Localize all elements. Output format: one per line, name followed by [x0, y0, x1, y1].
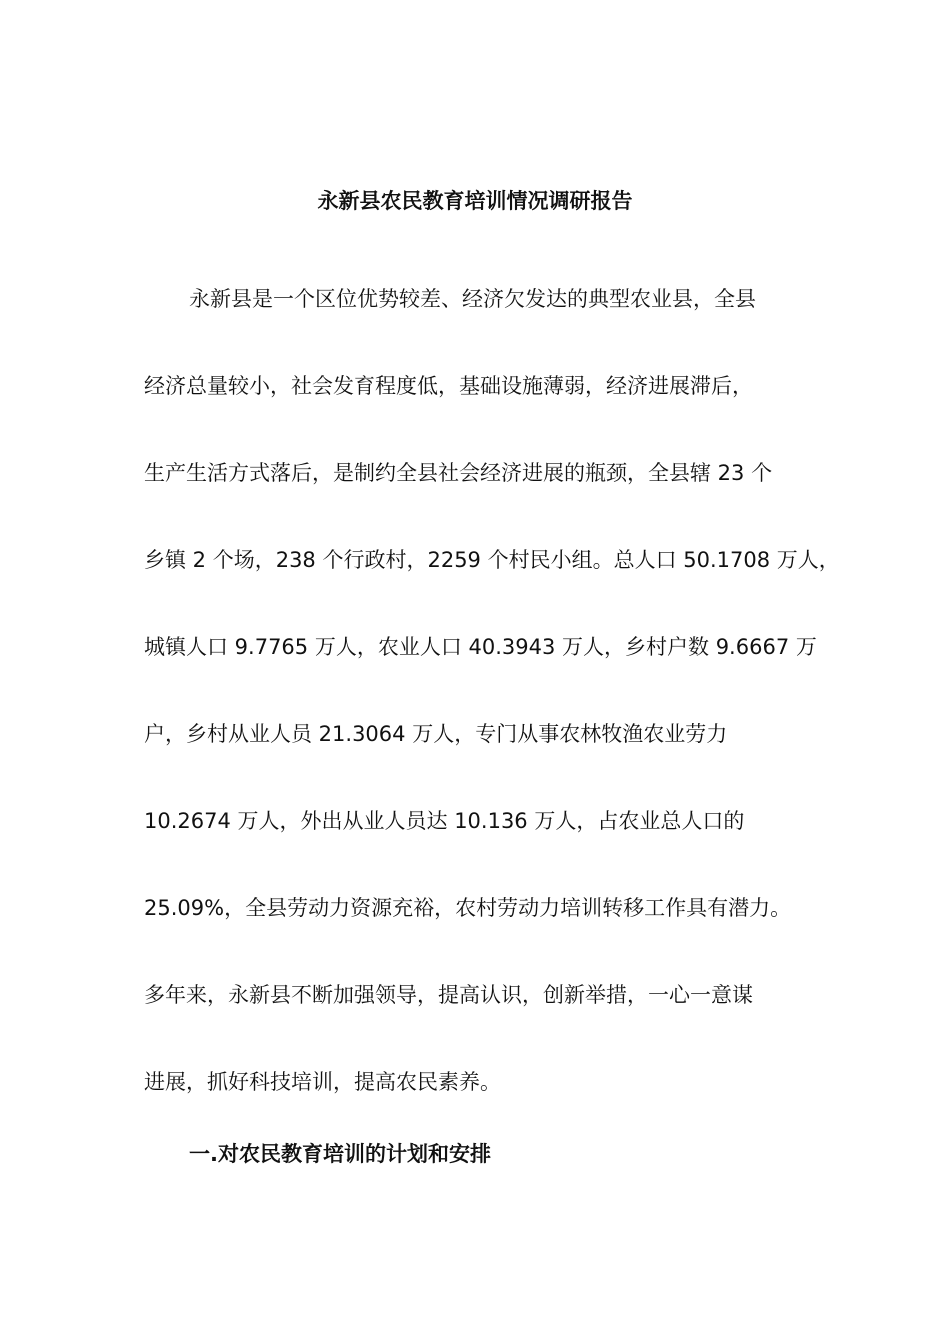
paragraph-line-6: 户，乡村从业人员 21.3064 万人，专门从事农林牧渔农业劳力: [144, 722, 728, 746]
paragraph-line-10: 进展，抓好科技培训，提高农民素养。: [144, 1070, 501, 1094]
paragraph-line-4: 乡镇 2 个场，238 个行政村，2259 个村民小组。总人口 50.1708 万人，: [144, 548, 840, 572]
document-title: 永新县农民教育培训情况调研报告: [317, 189, 633, 213]
paragraph-line-7: 10.2674 万人，外出从业人员达 10.136 万人，占农业总人口的: [144, 809, 745, 833]
paragraph-line-5: 城镇人口 9.7765 万人，农业人口 40.3943 万人，乡村户数 9.6667 万: [144, 635, 817, 659]
paragraph-line-9: 多年来，永新县不断加强领导，提高认识，创新举措，一心一意谋: [144, 983, 753, 1007]
paragraph-line-1: 永新县是一个区位优势较差、经济欠发达的典型农业县，全县: [189, 287, 756, 311]
paragraph-line-3: 生产生活方式落后，是制约全县社会经济进展的瓶颈，全县辖 23 个: [144, 461, 773, 485]
paragraph-line-8: 25.09%，全县劳动力资源充裕，农村劳动力培训转移工作具有潜力。: [144, 896, 792, 920]
section-heading: 一.对农民教育培训的计划和安排: [189, 1142, 491, 1166]
paragraph-line-2: 经济总量较小，社会发育程度低，基础设施薄弱，经济进展滞后，: [144, 374, 753, 398]
